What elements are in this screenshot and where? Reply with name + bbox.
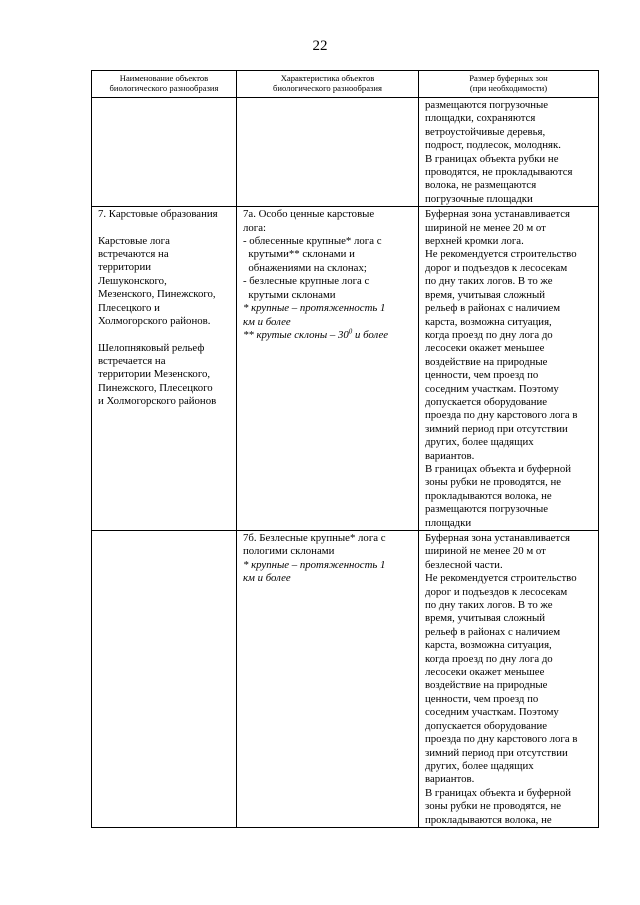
footnote-line: * крупные – протяженность 1	[243, 558, 386, 571]
text-line: встречаются на	[98, 248, 169, 261]
text-line: 7б. Безлесные крупные* лога с	[243, 532, 386, 544]
text-line: 7а. Особо ценные карстовые	[243, 208, 375, 221]
text-line: проезда по дну карстового лога в	[425, 733, 578, 746]
text-line: время, учитывая сложный	[425, 288, 546, 301]
text-line: карста, возможна ситуация,	[425, 315, 552, 328]
header-line: Характеристика объектов	[280, 73, 375, 83]
text-line: соседним участкам. Поэтому	[425, 706, 559, 719]
text-line: ценности, чем проезд по	[425, 369, 539, 382]
text-line: зоны рубки не проводятся, не	[425, 476, 562, 489]
footnote-line: * крупные – протяженность 1	[243, 302, 386, 315]
text-line: Буферная зона устанавливается	[425, 532, 571, 544]
text-line: других, более щадящих	[425, 436, 534, 449]
header-line: биологического разнообразия	[109, 83, 219, 93]
text-line: территории Мезенского,	[98, 368, 211, 381]
object-title: 7. Карстовые образования	[98, 208, 218, 221]
text-line: шириной не менее 20 м от	[425, 545, 546, 558]
footnote-line: км и более	[243, 315, 291, 328]
cell-empty	[92, 98, 237, 207]
text-line: ценности, чем проезд по	[425, 692, 539, 705]
header-object-name	[92, 71, 237, 98]
text-line: ветроустойчивые деревья,	[425, 125, 546, 138]
text-line: по дну таких логов. В то же	[425, 599, 553, 612]
header-line: Наименование объектов	[119, 73, 209, 83]
text-line: зоны рубки не проводятся, не	[425, 800, 562, 813]
text-line: - облесенные крупные* лога с	[243, 235, 382, 248]
footnote-line: км и более	[243, 572, 291, 585]
header-line: биологического разнообразия	[273, 83, 382, 93]
text-line: Карстовые лога	[98, 234, 170, 247]
cell-object-karst	[92, 207, 237, 531]
table-header-row	[92, 71, 599, 98]
text-line: время, учитывая сложный	[425, 612, 546, 625]
text-line: рельеф в районах с наличием	[425, 302, 561, 315]
text-line: Пинежского, Плесецкого	[98, 381, 213, 394]
cell-empty	[92, 531, 237, 828]
text-line: проводятся, не прокладываются	[425, 166, 573, 179]
text-line: В границах объекта рубки не	[425, 152, 559, 165]
document-table	[91, 70, 599, 828]
text-line: Холмогорского районов.	[98, 315, 211, 328]
text-line: крутыми склонами	[243, 288, 336, 301]
header-characteristic	[237, 71, 419, 98]
text-line: Буферная зона устанавливается	[425, 208, 571, 221]
text-line: Лешуконского,	[98, 274, 167, 287]
text-line: Мезенского, Пинежского,	[98, 288, 216, 301]
text-line: проезда по дну карстового лога в	[425, 409, 578, 422]
text-line: площадки, сохраняются	[425, 112, 536, 125]
text-line: подрост, подлесок, молодняк.	[425, 139, 561, 152]
text-line: верхней кромки лога.	[425, 235, 524, 248]
text-line: дорог и подъездов к лесосекам	[425, 585, 568, 598]
text-line: площадки	[425, 516, 472, 529]
footnote-slopes	[243, 329, 414, 342]
text-line: воздействие на природные	[425, 679, 548, 692]
text-line: зимний период при отсутствии	[425, 746, 568, 759]
text-line: допускается оборудование	[425, 719, 548, 732]
text-line: прокладываются волока, не	[425, 489, 552, 502]
table-row	[92, 98, 599, 207]
header-line: Размер буферных зон	[469, 73, 548, 83]
text-line: обнажениями на склонах;	[243, 261, 367, 274]
cell-empty	[237, 98, 419, 207]
text-line: - безлесные крупные лога с	[243, 275, 370, 288]
text-line: других, более щадящих	[425, 759, 534, 772]
footnote-text: и более	[352, 328, 389, 341]
text-line: когда проезд по дну лога до	[425, 328, 553, 341]
text-line: когда проезд по дну лога до	[425, 652, 553, 665]
text-line: дорог и подъездов к лесосекам	[425, 261, 568, 274]
header-buffer-size	[419, 71, 599, 98]
header-line: (при необходимости)	[469, 83, 548, 93]
text-line: погрузочные площадки	[425, 192, 533, 205]
text-line: и Холмогорского районов	[98, 395, 217, 408]
text-line: размещаются погрузочные	[425, 503, 549, 516]
text-line: безлесной части.	[425, 558, 503, 571]
text-line: лесосеки окажет меньшее	[425, 342, 545, 355]
text-line: В границах объекта и буферной	[425, 786, 572, 799]
text-line: вариантов.	[425, 449, 475, 462]
text-line: территории	[98, 261, 152, 274]
cell-buffer-7a	[419, 207, 599, 531]
cell-characteristic-7a	[237, 207, 419, 531]
text-line: пологими склонами	[243, 545, 335, 558]
cell-characteristic-7b	[237, 531, 419, 828]
table-row	[92, 207, 599, 531]
text-line: вариантов.	[425, 773, 475, 786]
text-line: допускается оборудование	[425, 395, 548, 408]
text-line: лесосеки окажет меньшее	[425, 666, 545, 679]
text-line: Шелопняковый рельеф	[98, 341, 205, 354]
text-line: воздействие на природные	[425, 355, 548, 368]
text-line: зимний период при отсутствии	[425, 422, 568, 435]
text-line: В границах объекта и буферной	[425, 462, 572, 475]
text-line: крутыми** склонами и	[243, 248, 355, 261]
degree-superscript: 0	[348, 327, 353, 336]
footnote-text: ** крутые склоны – 30	[243, 328, 349, 341]
page-number: 22	[312, 38, 328, 54]
text-line: размещаются погрузочные	[425, 99, 549, 111]
cell-buffer-7b	[419, 531, 599, 828]
text-line: рельеф в районах с наличием	[425, 625, 561, 638]
text-line: Не рекомендуется строительство	[425, 248, 577, 261]
text-line: карста, возможна ситуация,	[425, 639, 552, 652]
text-line: по дну таких логов. В то же	[425, 275, 553, 288]
text-line: лога:	[243, 221, 267, 234]
text-line: соседним участкам. Поэтому	[425, 382, 559, 395]
table-row	[92, 531, 599, 828]
text-line: шириной не менее 20 м от	[425, 221, 546, 234]
text-line: встречается на	[98, 354, 166, 367]
cell-buffer-continued	[419, 98, 599, 207]
text-line: прокладываются волока, не	[425, 813, 552, 826]
text-line: Плесецкого и	[98, 301, 160, 314]
text-line: Не рекомендуется строительство	[425, 572, 577, 585]
text-line: волока, не размещаются	[425, 179, 537, 192]
